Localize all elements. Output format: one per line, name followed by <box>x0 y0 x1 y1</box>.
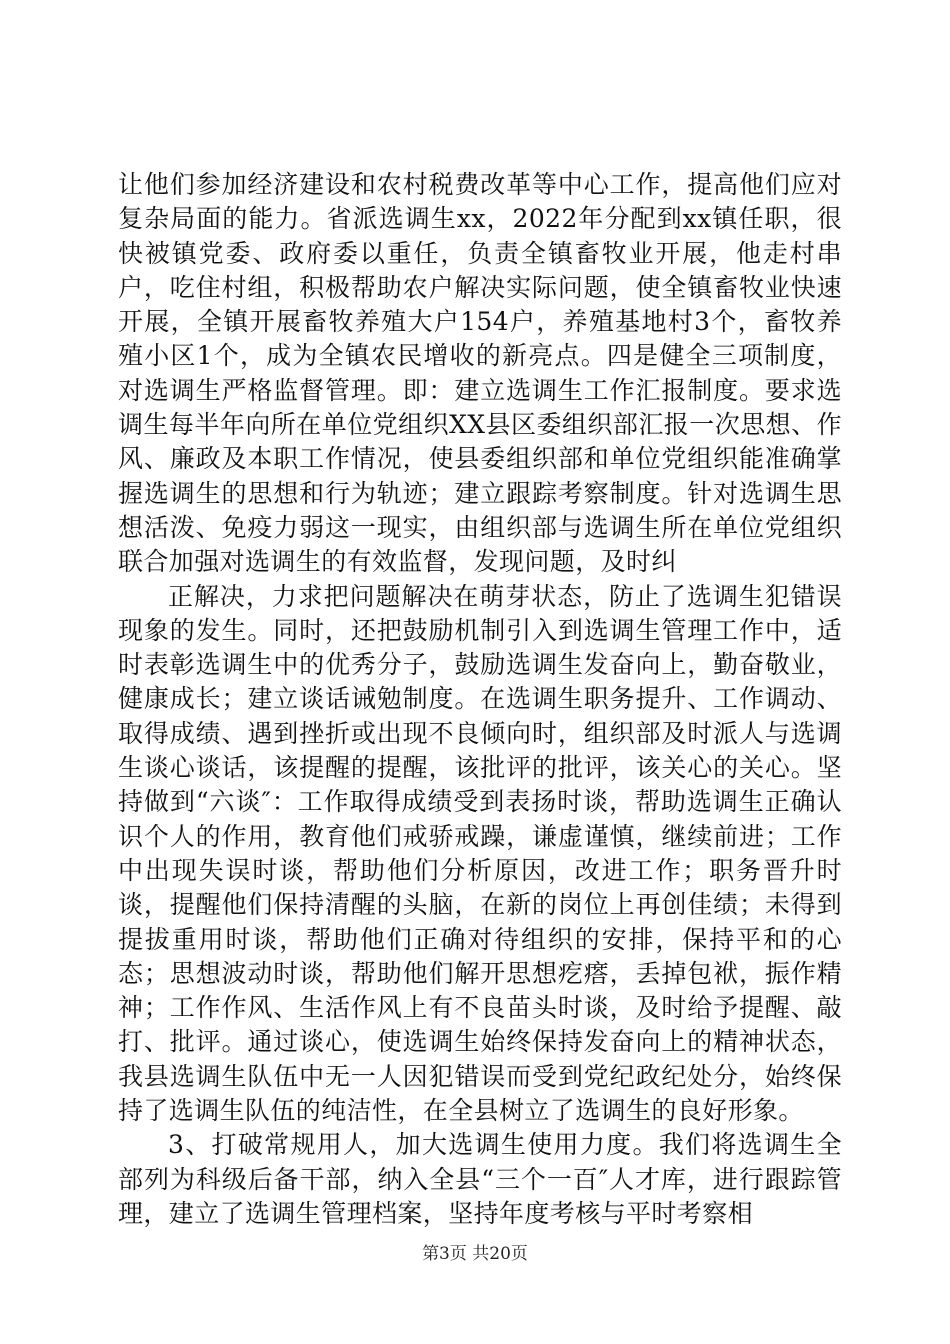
paragraph-3: 3、打破常规用人，加大选调生使用力度。我们将选调生全部列为科级后备干部，纳入全县“三个一百″人才库，进行跟踪管理，建立了选调生管理档案，坚持年度考核与平时考察相 <box>118 1130 842 1228</box>
page-number-footer: 第3页 共20页 <box>422 1244 528 1264</box>
document-body <box>118 168 842 1231</box>
paragraph-1: 让他们参加经济建设和农村税费改革等中心工作，提高他们应对复杂局面的能力。省派选调生xx，2022年分配到xx镇任职，很快被镇党委、政府委以重任，负责全镇畜牧业开展，他走村串户，吃住村组，积极帮助农户解决实际问题，使全镇畜牧业快速开展，全镇开展畜牧养殖大户154户，养殖基地村3个，畜牧养殖小区1个，成为全镇农民增收的新亮点。四是健全三项制度，对选调生严格监督管理。即：建立选调生工作汇报制度。要求选调生每半年向所在单位党组织XX县区委组织部汇报一次思想、作风、廉政及本职工作情况，使县委组织部和单位党组织能准确掌握选调生的思想和行为轨迹；建立跟踪考察制度。针对选调生思想活泼、免疫力弱这一现实，由组织部与选调生所在单位党组织联合加强对选调生的有效监督，发现问题，及时纠 <box>118 170 842 577</box>
paragraph-2: 正解决，力求把问题解决在萌芽状态，防止了选调生犯错误现象的发生。同时，还把鼓励机制引入到选调生管理工作中，适时表彰选调生中的优秀分子，鼓励选调生发奋向上，勤奋敬业，健康成长；建立谈话诫勉制度。在选调生职务提升、工作调动、取得成绩、遇到挫折或出现不良倾向时，组织部及时派人与选调生谈心谈话，该提醒的提醒，该批评的批评，该关心的关心。坚持做到“六谈″：工作取得成绩受到表扬时谈，帮助选调生正确认识个人的作用，教育他们戒骄戒躁，谦虚谨慎，继续前进；工作中出现失误时谈，帮助他们分析原因，改进工作；职务晋升时谈，提醒他们保持清醒的头脑，在新的岗位上再创佳绩；未得到提拔重用时谈，帮助他们正确对待组织的安排，保持平和的心态；思想波动时谈，帮助他们解开思想疙瘩，丢掉包袱，振作精神；工作作风、生活作风上有不良苗头时谈，及时给予提醒、敲打、批评。通过谈心，使选调生始终保持发奋向上的精神状态，我县选调生队伍中无一人因犯错误而受到党纪政纪处分，始终保持了选调生队伍的纯洁性，在全县树立了选调生的良好形象。 <box>118 581 842 1126</box>
